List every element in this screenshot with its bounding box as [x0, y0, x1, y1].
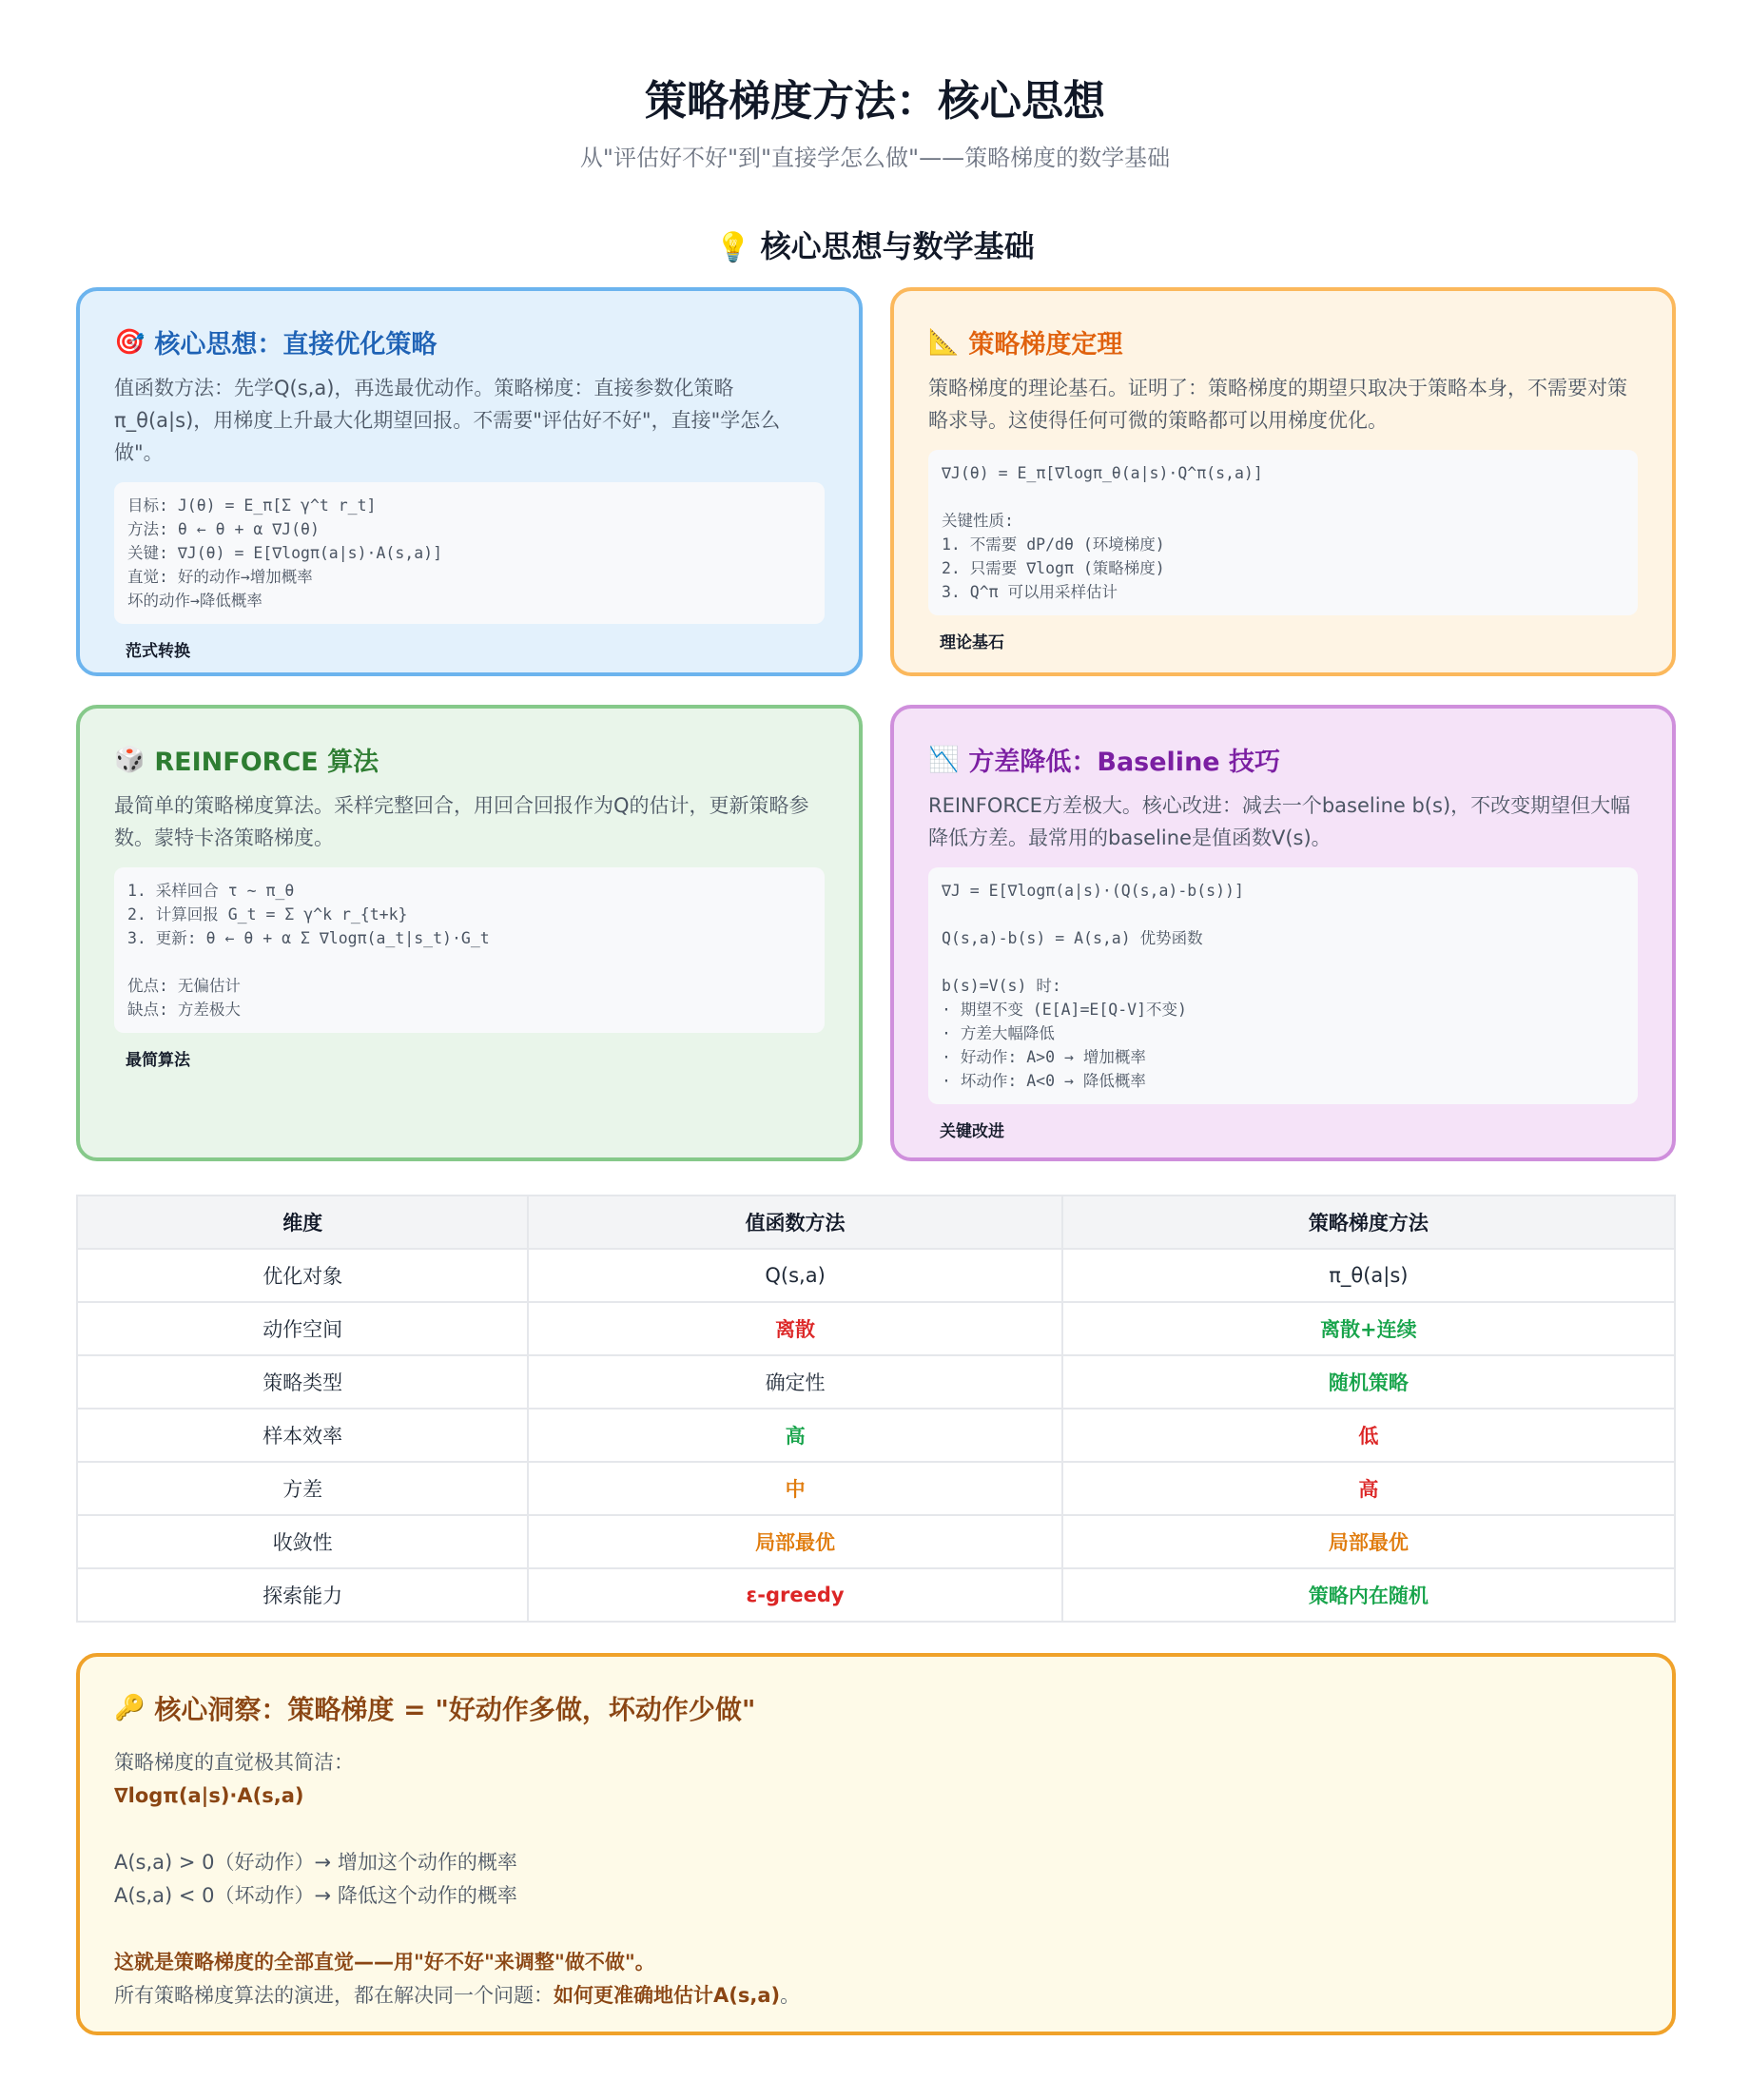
page-subtitle: 从"评估好不好"到"直接学怎么做"——策略梯度的数学基础: [579, 145, 1171, 171]
insight-formula: ∇logπ(a|s)·A(s,a): [114, 1784, 304, 1807]
table-row: [77, 1568, 1675, 1622]
card-theorem: [890, 287, 1676, 676]
table-cell-dimension: 策略类型: [77, 1355, 528, 1409]
page-title: 策略梯度方法：核心思想: [645, 77, 1105, 126]
table-cell-dimension: 收敛性: [77, 1515, 528, 1568]
insight-positive-advantage: A(s,a) > 0（好动作）→ 增加这个动作的概率: [114, 1851, 517, 1874]
card-core-idea-desc: 值函数方法：先学Q(s,a)，再选最优动作。策略梯度：直接参数化策略π_θ(a|s)，用梯度上升最大化期望回报。不需要"评估好不好"，直接"学怎么做"。: [114, 377, 781, 464]
card-reinforce-desc: 最简单的策略梯度算法。采样完整回合，用回合回报作为Q的估计，更新策略参数。蒙特卡洛策略梯度。: [114, 794, 809, 849]
table-cell-dimension: 样本效率: [77, 1409, 528, 1462]
card-reinforce-title: [114, 741, 825, 778]
card-reinforce: [76, 705, 863, 1161]
card-baseline-title: [928, 741, 1638, 778]
insight-box: [76, 1653, 1676, 2035]
card-core-idea-title-text: 核心思想：直接优化策略: [154, 330, 438, 360]
insight-final: [114, 1979, 1638, 2012]
insight-title-text: 核心洞察：策略梯度 = "好动作多做，坏动作少做": [154, 1694, 756, 1725]
table-cell-value-method: 局部最优: [528, 1515, 1061, 1568]
insight-summary: 这就是策略梯度的全部直觉——用"好不好"来调整"做不做"。: [114, 1951, 655, 1974]
card-reinforce-badge: 最简算法: [126, 1051, 190, 1070]
triangle-ruler-icon: 📐: [928, 327, 960, 357]
table-cell-value-method: ε-greedy: [528, 1568, 1061, 1622]
table-cell-dimension: 探索能力: [77, 1568, 528, 1622]
insight-title: [114, 1689, 1638, 1727]
card-baseline-badge: 关键改进: [940, 1122, 1004, 1141]
section-heading: [0, 223, 1750, 266]
card-core-idea-title: [114, 323, 825, 360]
insight-final-prefix: 所有策略梯度算法的演进，都在解决同一个问题：: [114, 1984, 554, 2007]
card-core-idea: [76, 287, 863, 676]
table-row: [77, 1302, 1675, 1355]
card-baseline-code: ∇J = E[∇logπ(a|s)·(Q(s,a)-b(s))] Q(s,a)-b(s) = A(s,a) 优势函数 b(s)=V(s) 时: · 期望不变 (E[A]=E[Q-V]不变) · 方差大幅降低 · 好动作: A>0 → 增加概率 · 坏动作: A<0 → 降低概率: [928, 867, 1638, 1104]
insight-final-emphasis: 如何更准确地估计A(s,a): [554, 1984, 781, 2007]
table-cell-value-method: 离散: [528, 1302, 1061, 1355]
target-icon: 🎯: [114, 327, 146, 357]
card-theorem-badge: 理论基石: [940, 633, 1004, 652]
table-row: [77, 1515, 1675, 1568]
table-cell-policy-method: 策略内在随机: [1062, 1568, 1675, 1622]
table-row: [77, 1249, 1675, 1302]
table-cell-policy-method: 局部最优: [1062, 1515, 1675, 1568]
card-core-idea-badge: 范式转换: [126, 642, 190, 661]
chart-decreasing-icon: 📉: [928, 745, 960, 774]
table-header-cell: 维度: [77, 1196, 528, 1249]
table-cell-value-method: 确定性: [528, 1355, 1061, 1409]
card-theorem-code: ∇J(θ) = E_π[∇logπ_θ(a|s)·Q^π(s,a)] 关键性质: 1. 不需要 dP/dθ (环境梯度) 2. 只需要 ∇logπ (策略梯度) 3. Q^π 可以用采样估计: [928, 450, 1638, 615]
card-reinforce-code: 1. 采样回合 τ ~ π_θ 2. 计算回报 G_t = Σ γ^k r_{t+k} 3. 更新: θ ← θ + α Σ ∇logπ(a_t|s_t)·G_t 优点: 无偏估计 缺点: 方差极大: [114, 867, 825, 1033]
table-cell-dimension: 优化对象: [77, 1249, 528, 1302]
table-row: [77, 1355, 1675, 1409]
dice-icon: 🎲: [114, 745, 146, 774]
card-theorem-desc: 策略梯度的理论基石。证明了：策略梯度的期望只取决于策略本身，不需要对策略求导。这使得任何可微的策略都可以用梯度优化。: [928, 377, 1627, 432]
table-cell-policy-method: 离散+连续: [1062, 1302, 1675, 1355]
insight-intro: 策略梯度的直觉极其简洁：: [114, 1751, 354, 1774]
card-baseline-title-text: 方差降低：Baseline 技巧: [968, 748, 1281, 777]
card-core-idea-code: 目标: J(θ) = E_π[Σ γ^t r_t] 方法: θ ← θ + α ∇J(θ) 关键: ∇J(θ) = E[∇logπ(a|s)·A(s,a)] 直觉: 好的动作→增加概率 坏的动作→降低概率: [114, 482, 825, 624]
insight-negative-advantage: A(s,a) < 0（坏动作）→ 降低这个动作的概率: [114, 1884, 517, 1907]
table-cell-value-method: 中: [528, 1462, 1061, 1515]
table-row: [77, 1409, 1675, 1462]
key-icon: 🔑: [114, 1694, 146, 1722]
card-baseline: [890, 705, 1676, 1161]
table-cell-value-method: Q(s,a): [528, 1249, 1061, 1302]
table-header-cell: 策略梯度方法: [1062, 1196, 1675, 1249]
insight-final-suffix: 。: [780, 1984, 801, 2007]
card-reinforce-title-text: REINFORCE 算法: [154, 748, 379, 777]
table-cell-policy-method: 随机策略: [1062, 1355, 1675, 1409]
table-cell-dimension: 动作空间: [77, 1302, 528, 1355]
table-header-cell: 值函数方法: [528, 1196, 1061, 1249]
table-row: [77, 1462, 1675, 1515]
lightbulb-icon: 💡: [715, 231, 751, 264]
table-cell-dimension: 方差: [77, 1462, 528, 1515]
card-baseline-desc: REINFORCE方差极大。核心改进：减去一个baseline b(s)，不改变期望但大幅降低方差。最常用的baseline是值函数V(s)。: [928, 794, 1631, 849]
comparison-table: [76, 1195, 1676, 1623]
table-cell-value-method: 高: [528, 1409, 1061, 1462]
card-theorem-title: [928, 323, 1638, 360]
table-cell-policy-method: 低: [1062, 1409, 1675, 1462]
table-cell-policy-method: 高: [1062, 1462, 1675, 1515]
card-theorem-title-text: 策略梯度定理: [968, 330, 1123, 360]
table-header-row: [77, 1196, 1675, 1249]
section-heading-text: 核心思想与数学基础: [760, 228, 1035, 264]
table-cell-policy-method: π_θ(a|s): [1062, 1249, 1675, 1302]
